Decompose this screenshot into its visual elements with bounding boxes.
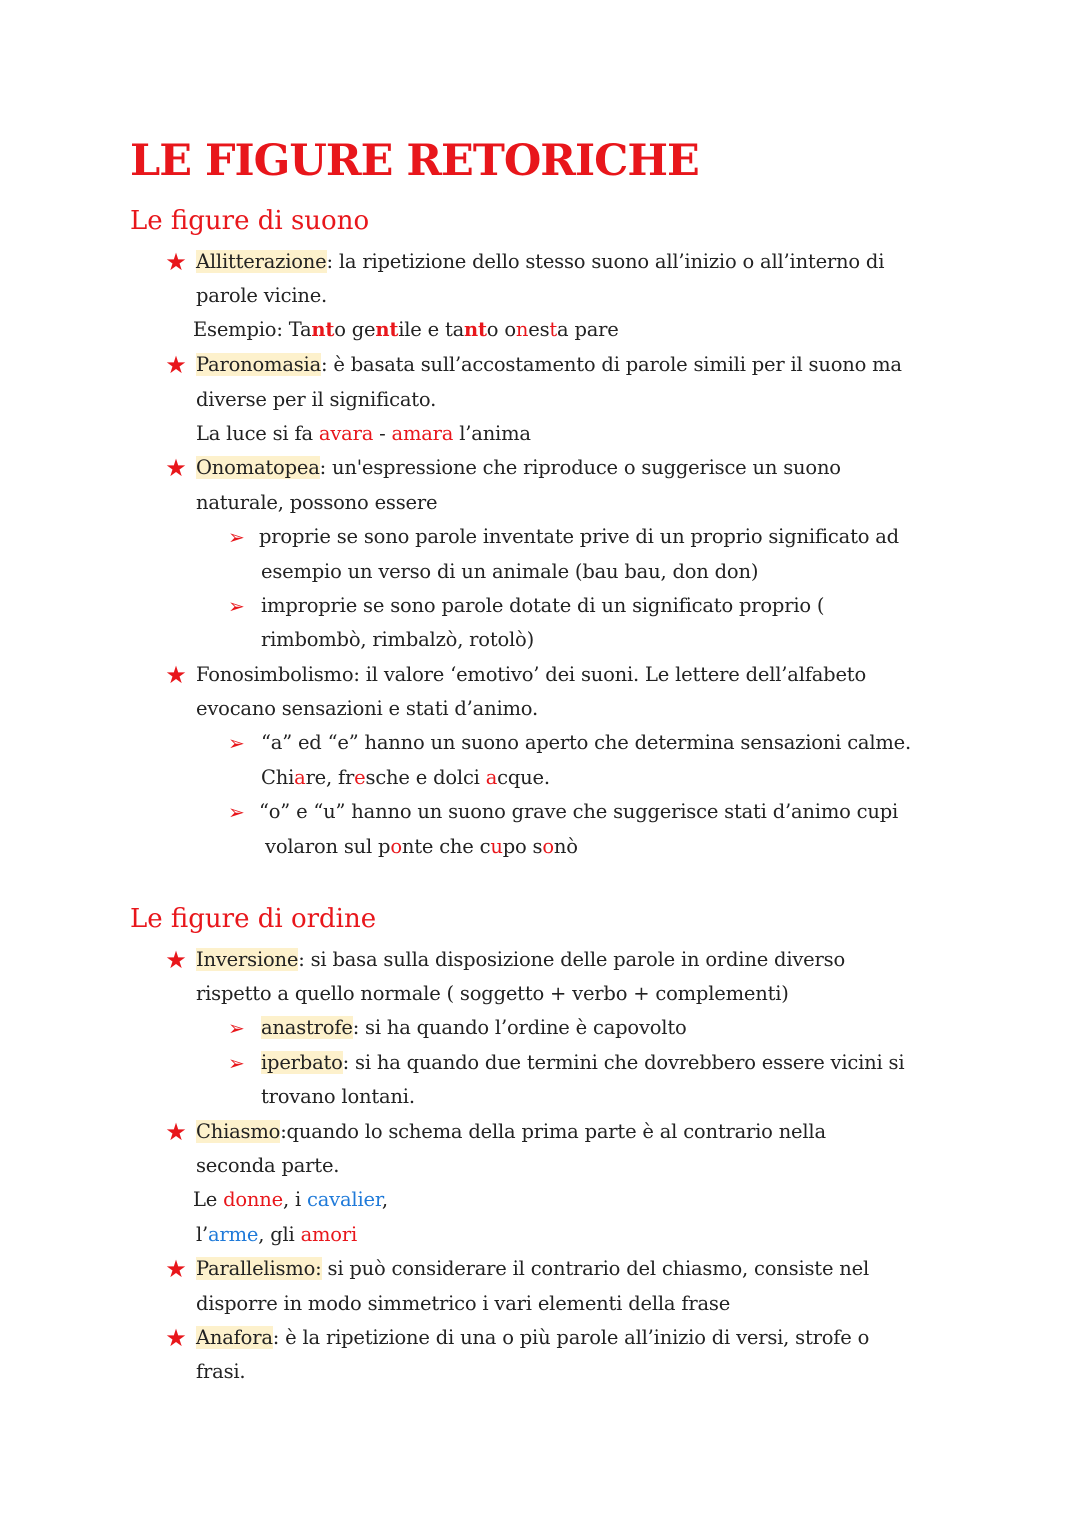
item-anafora-line-1: Anafora: è la ripetizione di una o più parole all’inizio di versi, strofe o	[196, 1326, 870, 1349]
term-fonosimbolismo: Fonosimbolismo	[196, 663, 354, 686]
arrow-bullet-icon: ➢	[228, 800, 245, 824]
item-onomatopea-line-1: Onomatopea: un'espressione che riproduce o suggerisce un suono	[196, 456, 841, 479]
arrow-bullet-icon: ➢	[228, 731, 245, 755]
arrow-bullet-icon: ➢	[228, 1051, 245, 1075]
star-bullet-icon: ★	[165, 454, 187, 482]
term-paronomasia: Paronomasia	[196, 353, 322, 376]
term-onomatopea: Onomatopea	[196, 456, 320, 479]
subitem-anastrofe: anastrofe: si ha quando l’ordine è capovolto	[261, 1016, 687, 1039]
item-allitterazione-line-1: Allitterazione: la ripetizione dello stesso suono all’inizio o all’interno di	[196, 250, 885, 273]
term-anafora: Anafora	[196, 1326, 273, 1349]
item-parallelismo-line-1: Parallelismo: si può considerare il contrario del chiasmo, consiste nel	[196, 1257, 870, 1280]
item-chiasmo-line-2: seconda parte.	[196, 1154, 340, 1177]
star-bullet-icon: ★	[165, 946, 187, 974]
item-onomatopea-line-2: naturale, possono essere	[196, 491, 438, 514]
item-paronomasia-line-1: Paronomasia: è basata sull’accostamento di parole simili per il suono ma	[196, 353, 902, 376]
arrow-bullet-icon: ➢	[228, 525, 245, 549]
term-iperbato: iperbato	[261, 1051, 343, 1074]
section-heading-suono: Le figure di suono	[130, 206, 370, 236]
star-bullet-icon: ★	[165, 1118, 187, 1146]
subitem-a-e-line-1: “a” ed “e” hanno un suono aperto che determina sensazioni calme.	[261, 731, 912, 754]
subitem-improprie-line-2: rimbombò, rimbalzò, rotolò)	[261, 628, 535, 651]
star-bullet-icon: ★	[165, 1255, 187, 1283]
item-paronomasia-line-2: diverse per il significato.	[196, 388, 437, 411]
arrow-bullet-icon: ➢	[228, 1016, 245, 1040]
page-title: LE FIGURE RETORICHE	[130, 136, 699, 186]
section-heading-ordine: Le figure di ordine	[130, 904, 377, 934]
term-anastrofe: anastrofe	[261, 1016, 353, 1039]
subitem-iperbato-line-2: trovano lontani.	[261, 1085, 415, 1108]
item-anafora-line-2: frasi.	[196, 1360, 246, 1383]
example-chiasmo-line-2: l’arme, gli amori	[196, 1223, 358, 1246]
term-parallelismo: Parallelismo:	[196, 1257, 322, 1280]
item-fonosimbolismo-line-2: evocano sensazioni e stati d’animo.	[196, 697, 538, 720]
subitem-improprie-line-1: improprie se sono parole dotate di un significato proprio (	[261, 594, 825, 617]
example-paronomasia: La luce si fa avara - amara l’anima	[196, 422, 531, 445]
star-bullet-icon: ★	[165, 248, 187, 276]
subitem-iperbato-line-1: iperbato: si ha quando due termini che dovrebbero essere vicini si	[261, 1051, 905, 1074]
star-bullet-icon: ★	[165, 351, 187, 379]
item-inversione-line-1: Inversione: si basa sulla disposizione delle parole in ordine diverso	[196, 948, 845, 971]
subitem-o-u-line-1: “o” e “u” hanno un suono grave che suggerisce stati d’animo cupi	[259, 800, 899, 823]
example-allitterazione: Esempio: Tanto gentile e tanto onesta pare	[193, 318, 619, 341]
example-o-u: volaron sul ponte che cupo sonò	[265, 835, 578, 858]
subitem-proprie-line-1: proprie se sono parole inventate prive di un proprio significato ad	[259, 525, 899, 548]
item-chiasmo-line-1: Chiasmo:quando lo schema della prima parte è al contrario nella	[196, 1120, 826, 1143]
subitem-proprie-line-2: esempio un verso di un animale (bau bau, don don)	[261, 560, 759, 583]
example-chiasmo-line-1: Le donne, i cavalier,	[193, 1188, 388, 1211]
star-bullet-icon: ★	[165, 1324, 187, 1352]
star-bullet-icon: ★	[165, 661, 187, 689]
item-parallelismo-line-2: disporre in modo simmetrico i vari elementi della frase	[196, 1292, 731, 1315]
item-allitterazione-line-2: parole vicine.	[196, 284, 328, 307]
example-a-e: Chiare, fresche e dolci acque.	[261, 766, 550, 789]
term-allitterazione: Allitterazione	[196, 250, 327, 273]
item-fonosimbolismo-line-1: Fonosimbolismo: il valore ‘emotivo’ dei suoni. Le lettere dell’alfabeto	[196, 663, 866, 686]
term-inversione: Inversione	[196, 948, 299, 971]
item-inversione-line-2: rispetto a quello normale ( soggetto + verbo + complementi)	[196, 982, 789, 1005]
term-chiasmo: Chiasmo	[196, 1120, 281, 1143]
arrow-bullet-icon: ➢	[228, 594, 245, 618]
